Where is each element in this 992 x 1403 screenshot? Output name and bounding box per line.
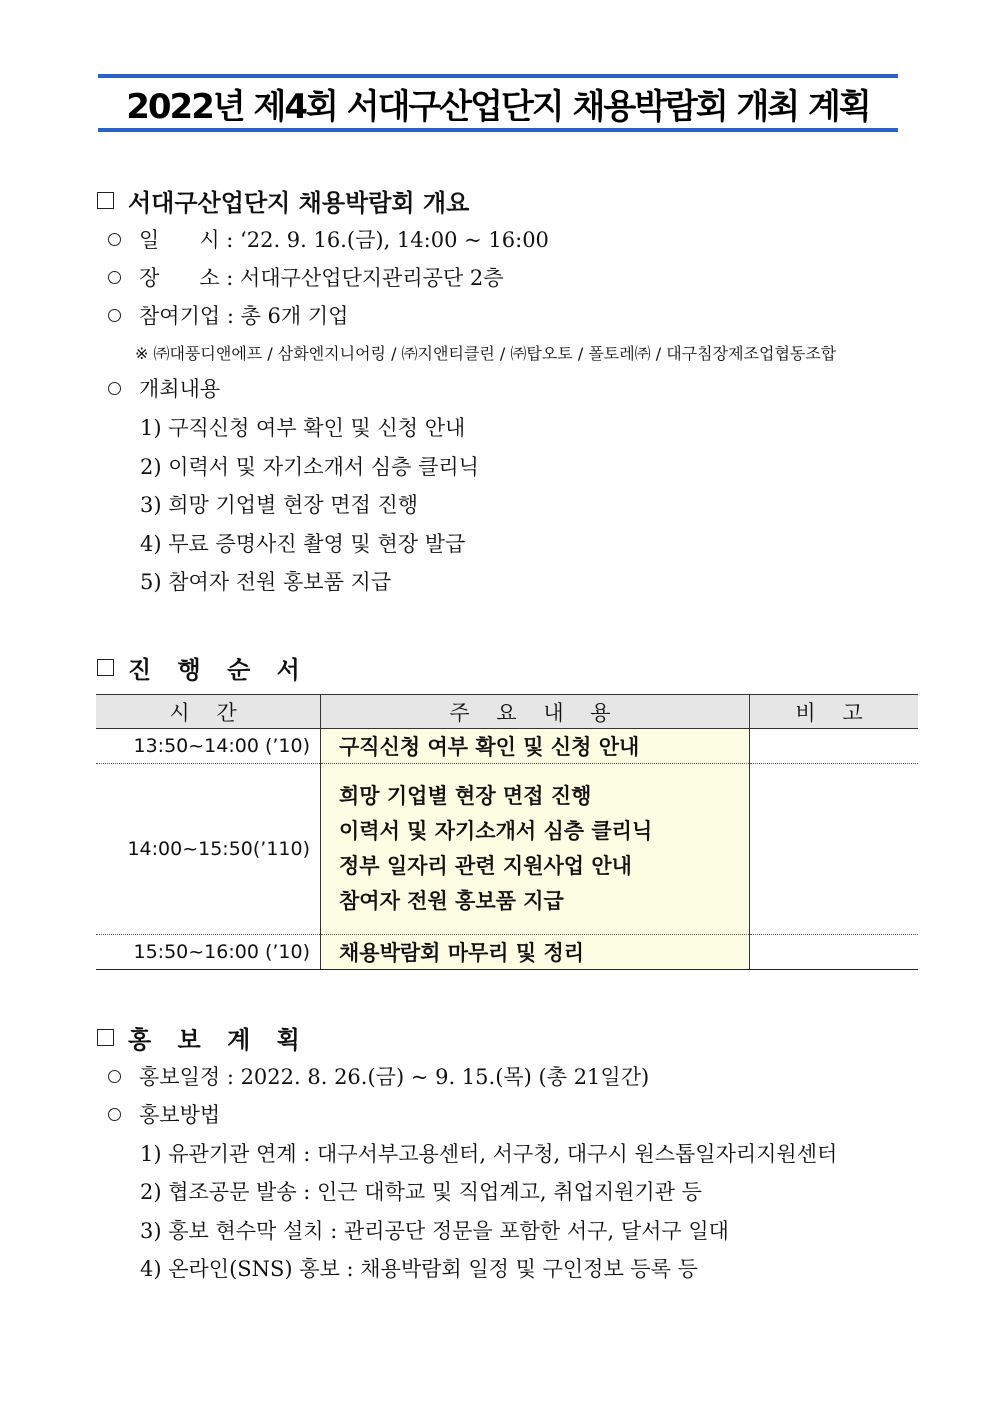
date-line [108,226,549,254]
circle-bullet-icon [108,382,121,395]
content-item: 2) 이력서 및 자기소개서 심층 클리닉 [140,455,479,479]
overview-heading-text: 서대구산업단지 채용박람회 개요 [128,189,470,217]
table-row [96,764,918,935]
content-label: 개최내용 [139,377,221,401]
page-title: 2022년 제4회 서대구산업단지 채용박람회 개최 계획 [126,86,870,127]
table-header-row [96,695,918,729]
date-text: 일 시 : ‘22. 9. 16.(금), 14:00 ~ 16:00 [139,228,549,252]
square-bullet-icon [97,659,114,676]
row-note [750,935,919,970]
content-item: 3) 희망 기업별 현장 면접 진행 [140,493,419,517]
companies-text: 참여기업 : 총 6개 기업 [139,304,349,328]
content-line: 참여자 전원 홍보품 지급 [339,889,564,913]
method-item: 1) 유관기관 연계 : 대구서부고용센터, 서구청, 대구시 원스톱일자리지원센터 [140,1142,838,1166]
promotion-heading-text: 홍 보 계 획 [128,1026,309,1054]
circle-bullet-icon [108,233,121,246]
row-time: 13:50~14:00 (’10) [96,729,321,764]
schedule-table [96,694,918,970]
place-text: 장 소 : 서대구산업단지관리공단 2층 [139,266,504,290]
header-note: 비 고 [750,695,919,729]
row-time: 14:00~15:50(’110) [96,764,321,935]
circle-bullet-icon [108,309,121,322]
place-line [108,264,504,292]
content-line: 정부 일자리 관련 지원사업 안내 [339,854,632,878]
row-time: 15:50~16:00 (’10) [96,935,321,970]
content-line: 희망 기업별 현장 면접 진행 [339,784,592,808]
method-item: 3) 홍보 현수막 설치 : 관리공단 정문을 포함한 서구, 달서구 일대 [140,1219,729,1243]
circle-bullet-icon [108,1070,121,1083]
companies-line [108,302,348,330]
table-row [96,729,918,764]
square-bullet-icon [97,1029,114,1046]
method-label: 홍보방법 [139,1103,221,1127]
content-item: 5) 참여자 전원 홍보품 지급 [140,570,392,594]
content-line: 이력서 및 자기소개서 심층 클리닉 [339,819,653,843]
period-line [108,1063,649,1091]
row-content: 구직신청 여부 확인 및 신청 안내 [321,729,750,764]
square-bullet-icon [97,192,114,209]
row-note [750,764,919,935]
circle-bullet-icon [108,1108,121,1121]
circle-bullet-icon [108,271,121,284]
schedule-heading [97,650,309,685]
title-box [98,74,898,132]
row-content: 채용박람회 마무리 및 정리 [321,935,750,970]
content-label-line [108,375,220,403]
method-item: 4) 온라인(SNS) 홍보 : 채용박람회 일정 및 구인정보 등록 등 [140,1257,698,1281]
period-text: 홍보일정 : 2022. 8. 26.(금) ~ 9. 15.(목) (총 21일간) [139,1065,650,1089]
header-content: 주 요 내 용 [321,695,750,729]
header-time: 시 간 [96,695,321,729]
table-row [96,935,918,970]
method-item: 2) 협조공문 발송 : 인근 대학교 및 직업계고, 취업지원기관 등 [140,1180,702,1204]
row-content [321,764,750,935]
method-label-line [108,1101,220,1129]
row-note [750,729,919,764]
overview-heading [97,183,469,218]
content-item: 4) 무료 증명사진 촬영 및 현장 발급 [140,532,466,556]
content-item: 1) 구직신청 여부 확인 및 신청 안내 [140,416,466,440]
promotion-heading [97,1020,309,1055]
schedule-heading-text: 진 행 순 서 [128,656,309,684]
companies-note: ※ ㈜대풍디앤에프 / 삼화엔지니어링 / ㈜지앤티클린 / ㈜탑오토 / 폴토레㈜ / 대구침장제조업협동조합 [135,344,837,363]
